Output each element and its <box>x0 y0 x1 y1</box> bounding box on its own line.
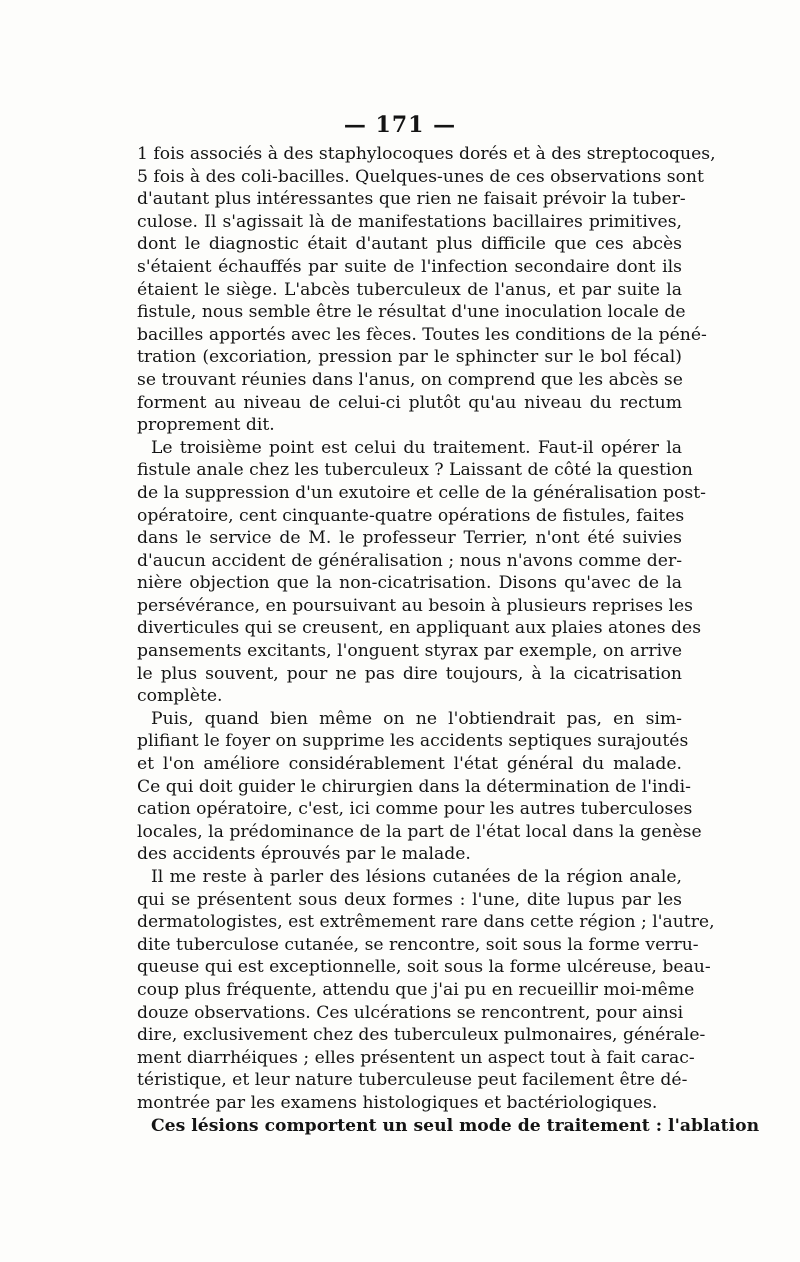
text-line: queuse qui est exceptionnelle, soit sous la forme ulcéreuse, beau- <box>137 957 711 978</box>
text-line: s'étaient échauffés par suite de l'infection secondaire dont ils <box>137 256 682 277</box>
text-line: Puis, quand bien même on ne l'obtiendrait pas, en sim- <box>151 708 682 729</box>
text-line: se trouvant réunies dans l'anus, on comprend que les abcès se <box>137 369 683 390</box>
page-number: — 171 — <box>343 112 457 138</box>
text-line: qui se présentent sous deux formes : l'une, dite lupus par les <box>137 889 682 910</box>
text-line: d'autant plus intéressantes que rien ne faisait prévoir la tuber- <box>137 189 686 210</box>
text-line: 5 fois à des coli-bacilles. Quelques-unes de ces observations sont <box>137 166 704 187</box>
text-line: étaient le siège. L'abcès tuberculeux de l'anus, et par suite la <box>137 279 682 300</box>
text-line: forment au niveau de celui-ci plutôt qu'au niveau du rectum <box>137 392 682 413</box>
text-line: douze observations. Ces ulcérations se rencontrent, pour ainsi <box>137 1002 684 1023</box>
text-line: cation opératoire, c'est, ici comme pour les autres tuberculoses <box>137 799 693 820</box>
text-line: diverticules qui se creusent, en appliquant aux plaies atones des <box>137 618 702 639</box>
text-line: 1 fois associés à des staphylocoques dorés et à des streptocoques, <box>137 144 716 164</box>
text-line: persévérance, en poursuivant au besoin à plusieurs reprises les <box>137 595 694 616</box>
text-line: le plus souvent, pour ne pas dire toujours, à la cicatrisation <box>137 663 682 684</box>
text-line: coup plus fréquente, attendu que j'ai pu en recueillir moi-même <box>137 979 695 1000</box>
text-line: dans le service de M. le professeur Terrier, n'ont été suivies <box>137 528 682 549</box>
text-line: fistule, nous semble être le résultat d'une inoculation locale de <box>137 302 686 323</box>
text-line: dite tuberculose cutanée, se rencontre, soit sous la forme verru- <box>137 934 699 955</box>
text-line: Ces lésions comportent un seul mode de traitement : l'ablation <box>151 1115 760 1136</box>
text-line: dire, exclusivement chez des tuberculeux pulmonaires, générale- <box>137 1025 706 1046</box>
body-text <box>137 143 760 1137</box>
text-line: ment diarrhéiques ; elles présentent un aspect tout à fait carac- <box>137 1047 695 1068</box>
text-line: fistule anale chez les tuberculeux ? Laissant de côté la question <box>137 460 693 481</box>
text-line: complète. <box>137 686 223 707</box>
text-line: locales, la prédominance de la part de l'état local dans la genèse <box>137 821 702 842</box>
text-line: dont le diagnostic était d'autant plus difficile que ces abcès <box>137 234 682 255</box>
text-line: plifiant le foyer on supprime les accidents septiques surajoutés <box>137 731 689 752</box>
text-line: de la suppression d'un exutoire et celle de la généralisation post- <box>137 482 706 503</box>
text-line: Il me reste à parler des lésions cutanées de la région anale, <box>151 867 682 887</box>
text-line: Le troisième point est celui du traitement. Faut-il opérer la <box>151 437 682 458</box>
text-line: téristique, et leur nature tuberculeuse peut facilement être dé- <box>137 1070 688 1091</box>
text-line: pansements excitants, l'onguent styrax par exemple, on arrive <box>137 641 682 662</box>
text-line: proprement dit. <box>137 415 275 436</box>
text-line: bacilles apportés avec les fèces. Toutes les conditions de la péné- <box>137 324 707 345</box>
text-line: tration (excoriation, pression par le sphincter sur le bol fécal) <box>137 347 682 368</box>
text-line: Ce qui doit guider le chirurgien dans la détermination de l'indi- <box>137 776 691 797</box>
text-line: des accidents éprouvés par le malade. <box>137 844 471 865</box>
text-line: et l'on améliore considérablement l'état général du malade. <box>137 754 682 775</box>
text-line: d'aucun accident de généralisation ; nous n'avons comme der- <box>137 550 682 571</box>
text-line: montrée par les examens histologiques et bactériologiques. <box>137 1092 658 1113</box>
text-line: dermatologistes, est extrêmement rare dans cette région ; l'autre, <box>137 912 715 933</box>
text-line: culose. Il s'agissait là de manifestations bacillaires primitives, <box>137 211 682 232</box>
text-line: opératoire, cent cinquante-quatre opérations de fistules, faites <box>137 505 685 526</box>
text-line: nière objection que la non-cicatrisation. Disons qu'avec de la <box>137 573 682 594</box>
